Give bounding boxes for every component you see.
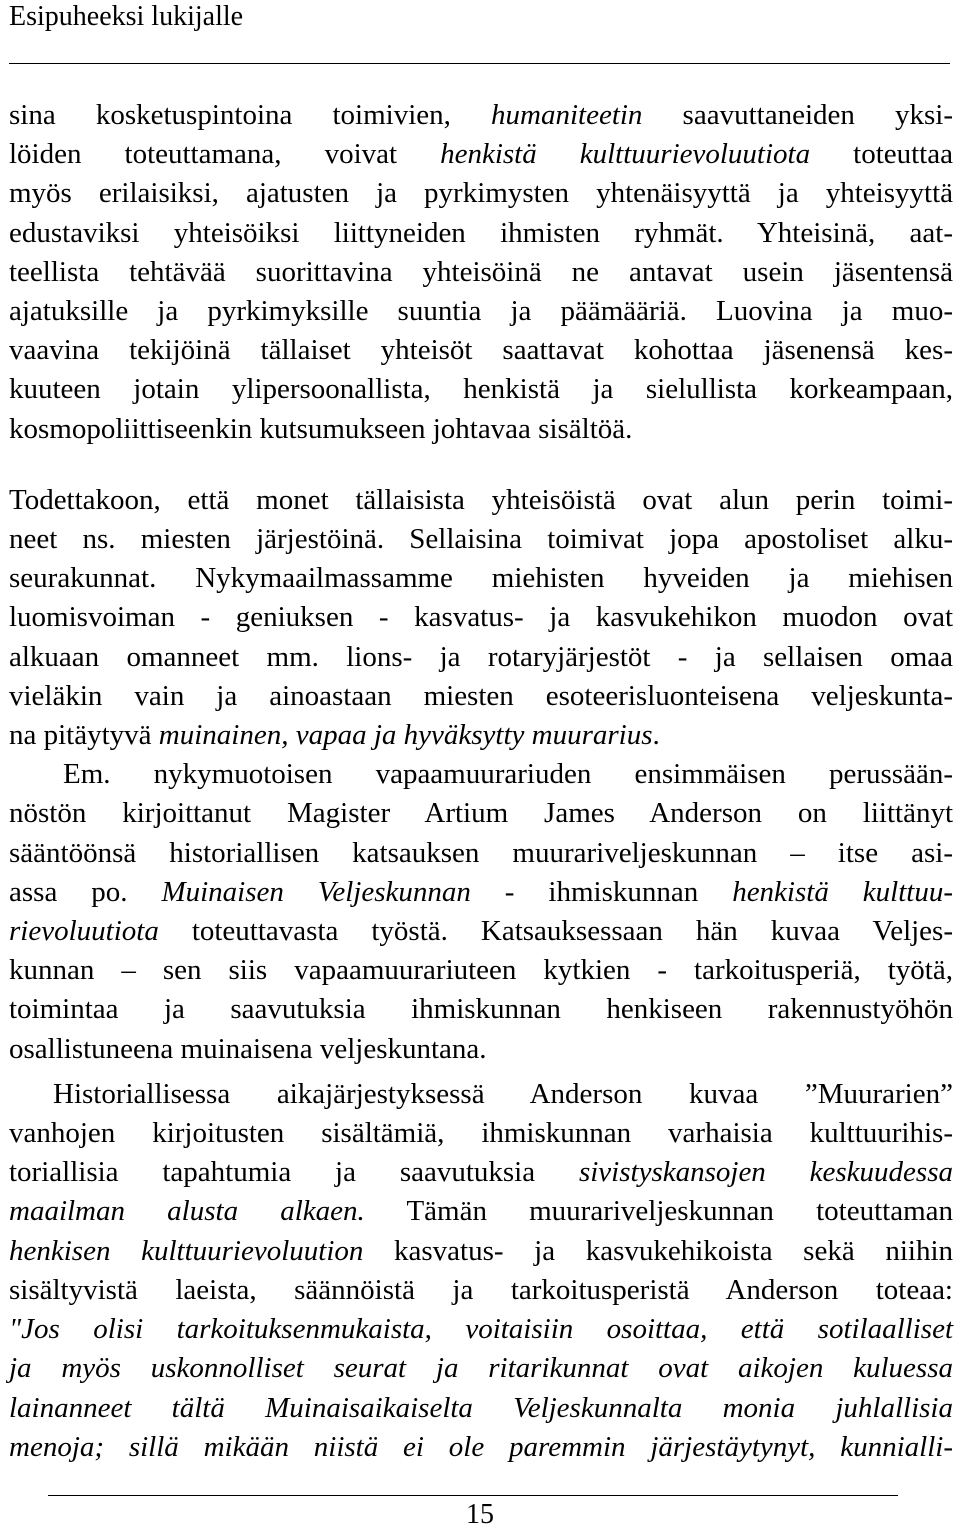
text-line: edustaviksi yhteisöiksi liittyneiden ihmisten ryhmät. Yhteisinä, aat- [9,216,953,249]
page-number: 15 [466,1499,494,1530]
header-rule [9,63,950,64]
text-line: sääntöönsä historiallisen katsauksen muurariveljeskunnan – itse asi- [9,836,953,869]
running-header: Esipuheeksi lukijalle [9,1,244,32]
paragraph-2 [9,481,953,755]
text-line: vieläkin vain ja ainoastaan miesten esoteerisluonteisena veljeskunta- [9,679,953,712]
text-line: kosmopoliittiseenkin kutsumukseen johtavaa sisältöä. [9,412,633,445]
text-line: sina kosketuspintoina toimivien, humaniteetin saavuttaneiden yksi- [9,99,953,131]
paragraph-3 [9,755,953,1069]
text-line: luomisvoiman - geniuksen - kasvatus- ja kasvukehikon muodon ovat [9,601,953,634]
text-line: "Jos olisi tarkoituksenmukaista, voitaisiin osoittaa, että sotilaalliset [9,1313,953,1346]
text-line: seurakunnat. Nykymaailmassamme miehisten hyveiden ja miehisen [9,562,953,595]
text-line: alkuaan omanneet mm. lions- ja rotaryjärjestöt - ja sellaisen omaa [9,640,953,673]
text-line: lainanneet tältä Muinaisaikaiselta Veljeskunnalta monia juhlallisia [9,1391,953,1424]
footer-rule [48,1495,898,1496]
text-line: ja myös uskonnolliset seurat ja ritarikunnat ovat aikojen kuluessa [9,1352,953,1385]
text-line: kunnan – sen siis vapaamuurariuteen kytkien - tarkoitusperiä, työtä, [9,954,953,987]
text-line: henkisen kulttuurievoluution kasvatus- ja kasvukehikoista sekä niihin [9,1234,954,1267]
text-line: assa po. Muinaisen Veljeskunnan - ihmiskunnan henkistä kulttuu- [9,875,953,908]
text-line: na pitäytyvä muinainen, vapaa ja hyväksytty muurarius. [9,719,660,752]
text-line: toriallisia tapahtumia ja saavutuksia sivistyskansojen keskuudessa [9,1156,953,1189]
paragraph-4 [9,1075,953,1467]
paragraph-1 [9,96,953,449]
text-line: Todettakoon, että monet tällaisista yhteisöistä ovat alun perin toimi- [9,483,953,516]
text-line: rievoluutiota toteuttavasta työstä. Katsauksessaan hän kuvaa Veljes- [9,915,953,948]
text-line: sisältyvistä laeista, säännöistä ja tarkoitusperistä Anderson toteaa: [9,1273,953,1306]
text-line: teellista tehtävää suorittavina yhteisöinä ne antavat usein jäsentensä [9,255,953,288]
text-line: Historiallisessa aikajärjestyksessä Anderson kuvaa ”Muurarien” [53,1077,953,1110]
text-line: vanhojen kirjoitusten sisältämiä, ihmiskunnan varhaisia kulttuurihis- [9,1117,953,1150]
text-line: kuuteen jotain ylipersoonallista, henkistä ja sielullista korkeampaan, [9,373,953,406]
text-line: löiden toteuttamana, voivat henkistä kulttuurievoluutiota toteuttaa [9,138,953,171]
text-line: nöstön kirjoittanut Magister Artium James Anderson on liittänyt [9,797,953,830]
text-line: maailman alusta alkaen. Tämän muurariveljeskunnan toteuttaman [9,1195,953,1228]
text-line: toimintaa ja saavutuksia ihmiskunnan henkiseen rakennustyöhön [9,993,953,1026]
text-line: menoja; sillä mikään niistä ei ole paremmin järjestäytynyt, kunnialli- [9,1430,953,1463]
text-line: osallistuneena muinaisena veljeskuntana. [9,1032,487,1065]
text-line: ajatuksille ja pyrkimyksille suuntia ja päämääriä. Luovina ja muo- [9,295,953,328]
text-line: Em. nykymuotoisen vapaamuurariuden ensimmäisen perussään- [63,758,953,791]
text-line: vaavina tekijöinä tällaiset yhteisöt saattavat kohottaa jäsenensä kes- [9,334,953,367]
text-line: myös erilaisiksi, ajatusten ja pyrkimysten yhtenäisyyttä ja yhteisyyttä [9,177,953,210]
text-line: neet ns. miesten järjestöinä. Sellaisina toimivat jopa apostoliset alku- [9,523,953,556]
body-text [9,96,953,1467]
